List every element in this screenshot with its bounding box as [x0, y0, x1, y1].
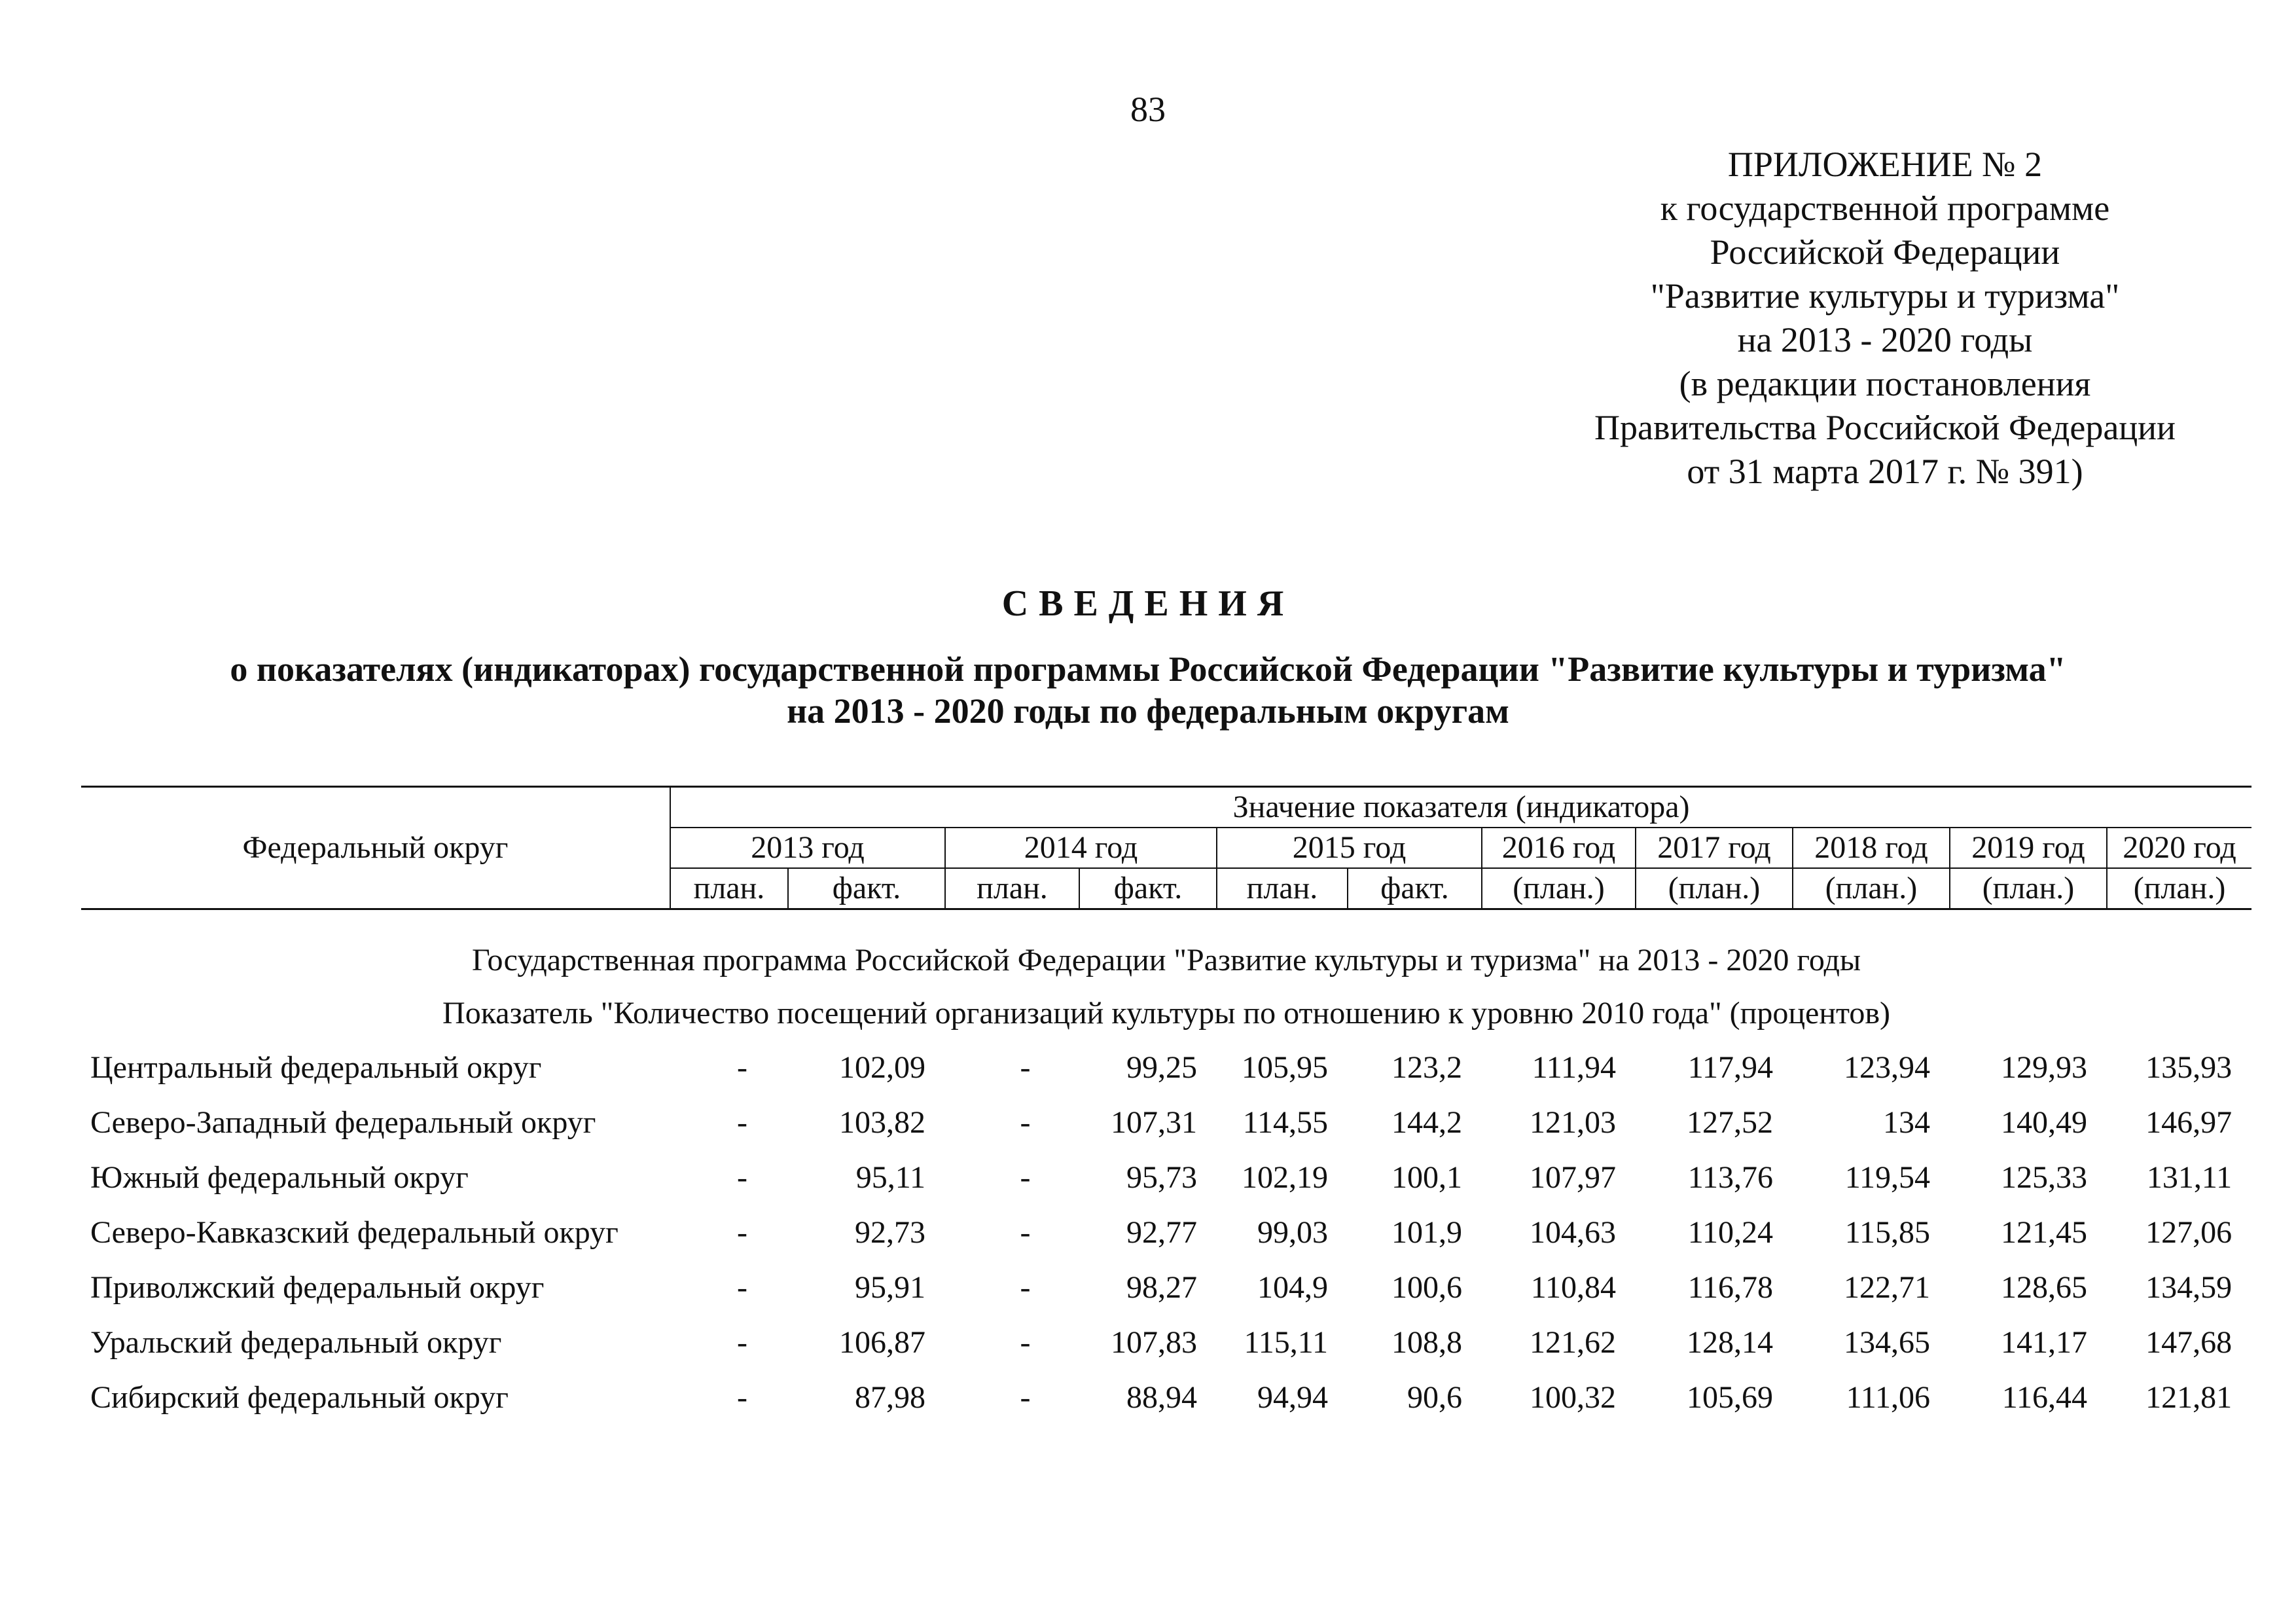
value-cell: 90,6 — [1407, 1379, 1462, 1415]
value-cell: 88,94 — [1126, 1379, 1197, 1415]
value-column-header: Значение показателя (индикатора) — [670, 787, 2251, 828]
value-cell: 115,11 — [1244, 1324, 1328, 1360]
value-cell: 127,06 — [2145, 1214, 2233, 1250]
value-cell: 110,84 — [1530, 1269, 1616, 1305]
plan-subheader: план. — [945, 868, 1079, 909]
plan-subheader: план. — [670, 868, 788, 909]
value-cell: 135,93 — [2145, 1049, 2233, 1085]
value-cell: 134,59 — [2145, 1269, 2233, 1305]
empty-plan-cell: - — [737, 1269, 747, 1305]
value-cell: 121,81 — [2145, 1379, 2233, 1415]
value-cell: 102,09 — [839, 1049, 925, 1085]
value-cell: 100,6 — [1391, 1269, 1462, 1305]
region-name: Сибирский федеральный округ — [90, 1379, 509, 1415]
table-row — [81, 1315, 2251, 1370]
plan-subheader: (план.) — [1636, 868, 1793, 909]
empty-plan-cell: - — [1020, 1269, 1031, 1305]
plan-subheader: (план.) — [2107, 868, 2251, 909]
value-cell: 95,91 — [855, 1269, 925, 1305]
value-cell: 100,1 — [1391, 1159, 1462, 1195]
year-header: 2020 год — [2107, 828, 2251, 868]
fact-subheader: факт. — [1079, 868, 1217, 909]
value-cell: 92,77 — [1126, 1214, 1197, 1250]
year-header: 2017 год — [1636, 828, 1793, 868]
year-header: 2019 год — [1950, 828, 2107, 868]
empty-plan-cell: - — [737, 1104, 747, 1140]
value-cell: 116,44 — [2001, 1379, 2087, 1415]
subtitle-line: о показателях (индикаторах) государственной программы Российской Федерации "Развитие культуры и туризма" — [230, 649, 2066, 689]
value-cell: 95,73 — [1126, 1159, 1197, 1195]
appendix-line: от 31 марта 2017 г. № 391) — [1687, 452, 2083, 491]
value-cell: 111,06 — [1846, 1379, 1930, 1415]
value-cell: 116,78 — [1687, 1269, 1773, 1305]
region-name: Приволжский федеральный округ — [90, 1269, 545, 1305]
page-number: 83 — [1130, 90, 1166, 129]
appendix-line: ПРИЛОЖЕНИЕ № 2 — [1727, 145, 2043, 184]
empty-plan-cell: - — [1020, 1379, 1031, 1415]
indicator-title: Показатель "Количество посещений организаций культуры по отношению к уровню 2010 года" (процентов) — [442, 995, 1891, 1030]
appendix-line: Российской Федерации — [1710, 232, 2060, 272]
value-cell: 134,65 — [1844, 1324, 1930, 1360]
value-cell: 107,31 — [1111, 1104, 1197, 1140]
empty-plan-cell: - — [737, 1159, 747, 1195]
value-cell: 99,25 — [1126, 1049, 1197, 1085]
value-cell: 107,83 — [1111, 1324, 1197, 1360]
empty-plan-cell: - — [1020, 1159, 1031, 1195]
value-cell: 101,9 — [1391, 1214, 1462, 1250]
empty-plan-cell: - — [737, 1214, 747, 1250]
empty-plan-cell: - — [1020, 1049, 1031, 1085]
value-cell: 102,19 — [1242, 1159, 1328, 1195]
table-body — [81, 1040, 2251, 1425]
value-cell: 114,55 — [1242, 1104, 1328, 1140]
value-cell: 110,24 — [1687, 1214, 1773, 1250]
value-cell: 125,33 — [2001, 1159, 2087, 1195]
plan-subheader: (план.) — [1482, 868, 1636, 909]
value-cell: 111,94 — [1532, 1049, 1616, 1085]
fact-subheader: факт. — [1348, 868, 1482, 909]
value-cell: 105,95 — [1242, 1049, 1328, 1085]
value-cell: 147,68 — [2145, 1324, 2233, 1360]
table-row — [81, 1260, 2251, 1315]
value-cell: 121,45 — [2001, 1214, 2087, 1250]
value-cell: 123,2 — [1391, 1049, 1462, 1085]
value-cell: 87,98 — [855, 1379, 925, 1415]
value-cell: 92,73 — [855, 1214, 925, 1250]
value-cell: 98,27 — [1126, 1269, 1197, 1305]
table-row — [81, 1205, 2251, 1260]
region-column-header: Федеральный округ — [81, 787, 670, 909]
value-cell: 140,49 — [2001, 1104, 2087, 1140]
value-cell: 103,82 — [839, 1104, 925, 1140]
value-cell: 95,11 — [855, 1159, 925, 1195]
empty-plan-cell: - — [737, 1049, 747, 1085]
empty-plan-cell: - — [737, 1324, 747, 1360]
region-name: Уральский федеральный округ — [90, 1324, 502, 1360]
value-cell: 121,62 — [1530, 1324, 1616, 1360]
value-cell: 105,69 — [1687, 1379, 1773, 1415]
year-header: 2014 год — [945, 828, 1217, 868]
appendix-line: "Развитие культуры и туризма" — [1650, 276, 2120, 316]
value-cell: 115,85 — [1844, 1214, 1930, 1250]
plan-subheader: план. — [1217, 868, 1348, 909]
value-cell: 128,14 — [1687, 1324, 1773, 1360]
value-cell: 104,63 — [1530, 1214, 1616, 1250]
value-cell: 106,87 — [839, 1324, 925, 1360]
table-row — [81, 1040, 2251, 1095]
value-cell: 100,32 — [1530, 1379, 1616, 1415]
table-row — [81, 1370, 2251, 1425]
value-cell: 144,2 — [1391, 1104, 1462, 1140]
document-title: СВЕДЕНИЯ — [1001, 583, 1295, 624]
subtitle-line: на 2013 - 2020 годы по федеральным округам — [787, 691, 1509, 731]
value-cell: 121,03 — [1530, 1104, 1616, 1140]
empty-plan-cell: - — [1020, 1104, 1031, 1140]
value-cell: 104,9 — [1257, 1269, 1328, 1305]
appendix-line: к государственной программе — [1660, 189, 2110, 228]
value-cell: 146,97 — [2145, 1104, 2233, 1140]
empty-plan-cell: - — [737, 1379, 747, 1415]
value-cell: 128,65 — [2001, 1269, 2087, 1305]
fact-subheader: факт. — [788, 868, 945, 909]
value-cell: 131,11 — [2146, 1159, 2233, 1195]
value-cell: 129,93 — [2001, 1049, 2087, 1085]
value-cell: 123,94 — [1844, 1049, 1930, 1085]
appendix-header — [1545, 143, 2225, 494]
value-cell: 127,52 — [1687, 1104, 1773, 1140]
value-cell: 117,94 — [1687, 1049, 1773, 1085]
appendix-line: Правительства Российской Федерации — [1594, 408, 2176, 447]
year-header: 2015 год — [1217, 828, 1482, 868]
value-cell: 107,97 — [1530, 1159, 1616, 1195]
value-cell: 99,03 — [1257, 1214, 1328, 1250]
value-cell: 119,54 — [1844, 1159, 1930, 1195]
value-cell: 134 — [1883, 1104, 1930, 1140]
table-row — [81, 1095, 2251, 1150]
year-header: 2013 год — [670, 828, 945, 868]
table-row — [81, 1150, 2251, 1205]
region-name: Северо-Западный федеральный округ — [90, 1104, 596, 1140]
program-title: Государственная программа Российской Федерации "Развитие культуры и туризма" на 2013 - 2020 годы — [471, 942, 1861, 977]
appendix-line: на 2013 - 2020 годы — [1737, 320, 2033, 359]
appendix-line: (в редакции постановления — [1679, 364, 2091, 403]
region-name: Центральный федеральный округ — [90, 1049, 542, 1085]
value-cell: 141,17 — [2001, 1324, 2087, 1360]
plan-subheader: (план.) — [1950, 868, 2107, 909]
indicators-table — [81, 786, 2251, 1425]
value-cell: 108,8 — [1391, 1324, 1462, 1360]
region-name: Северо-Кавказский федеральный округ — [90, 1214, 619, 1250]
year-header: 2016 год — [1482, 828, 1636, 868]
empty-plan-cell: - — [1020, 1324, 1031, 1360]
year-header: 2018 год — [1793, 828, 1950, 868]
value-cell: 94,94 — [1257, 1379, 1328, 1415]
value-cell: 113,76 — [1687, 1159, 1773, 1195]
value-cell: 122,71 — [1844, 1269, 1930, 1305]
empty-plan-cell: - — [1020, 1214, 1031, 1250]
document-subtitle — [0, 648, 2296, 732]
region-name: Южный федеральный округ — [90, 1159, 469, 1195]
plan-subheader: (план.) — [1793, 868, 1950, 909]
